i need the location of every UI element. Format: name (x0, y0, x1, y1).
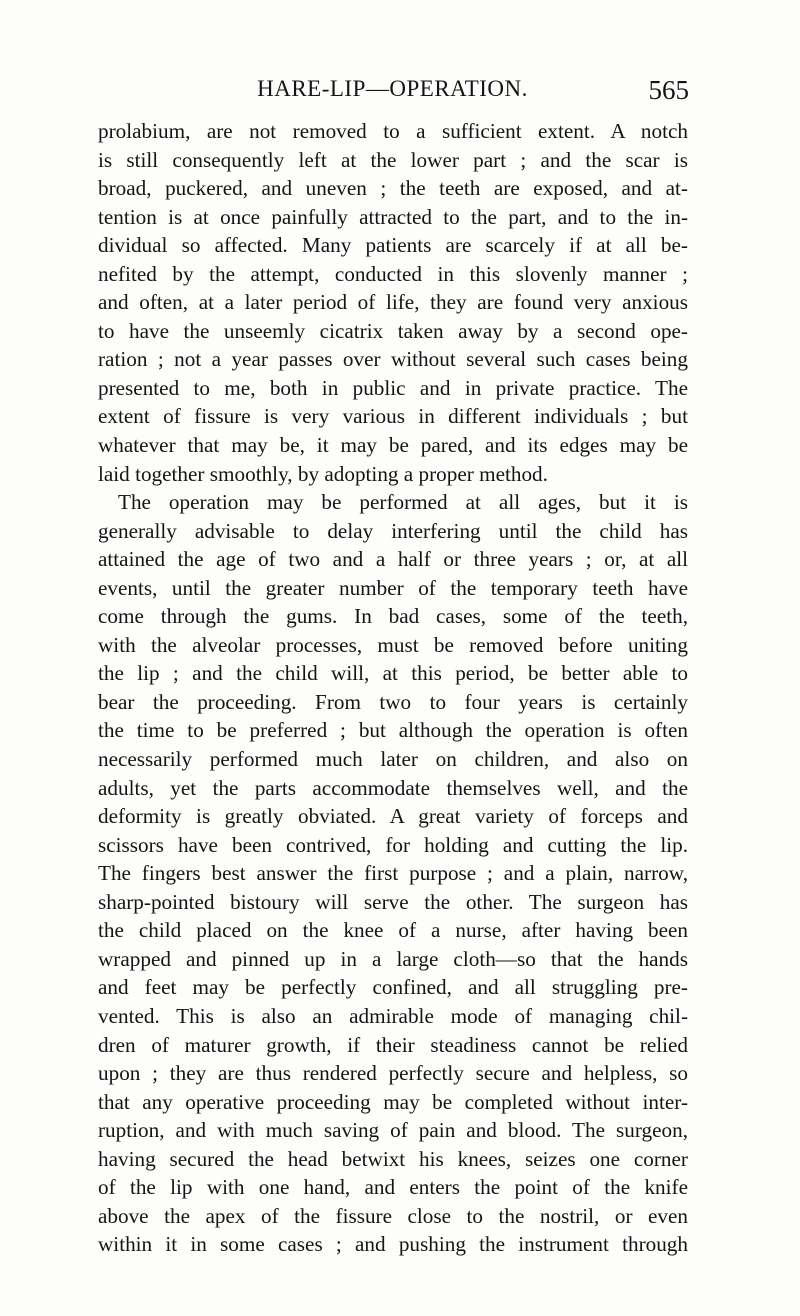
text-line: The fingers best answer the first purpose ; and a plain, narrow, (98, 861, 688, 886)
text-line: upon ; they are thus rendered perfectly secure and helpless, so (98, 1061, 688, 1086)
text-line: attained the age of two and a half or three years ; or, at all (98, 547, 688, 572)
text-line: ruption, and with much saving of pain and blood. The surgeon, (98, 1118, 688, 1143)
text-line: above the apex of the fissure close to the nostril, or even (98, 1203, 688, 1228)
text-line: prolabium, are not removed to a sufficient extent. A notch (98, 119, 688, 143)
text-line: deformity is greatly obviated. A great variety of forceps and (98, 804, 688, 829)
text-line: sharp-pointed bistoury will serve the other. The surgeon has (98, 889, 688, 914)
text-line: is still consequently left at the lower part ; and the scar is (98, 147, 688, 172)
text-line: events, until the greater number of the temporary teeth have (98, 575, 688, 600)
page-number: 565 (648, 75, 689, 105)
text-line: necessarily performed much later on children, and also on (98, 747, 688, 772)
text-line: nefited by the attempt, conducted in this slovenly manner ; (98, 261, 688, 286)
text-line: that any operative proceeding may be completed without inter- (98, 1089, 688, 1114)
body-text (98, 117, 688, 1259)
running-header (100, 75, 689, 108)
text-line: the child placed on the knee of a nurse, after having been (98, 918, 688, 943)
text-line: The operation may be performed at all ages, but it is (118, 490, 688, 515)
text-line: ration ; not a year passes over without several such cases being (98, 347, 688, 372)
header-title: HARE-LIP—OPERATION. (257, 76, 528, 101)
text-line: whatever that may be, it may be pared, and its edges may be (98, 433, 688, 458)
text-line: adults, yet the parts accommodate themselves well, and the (98, 775, 688, 800)
text-line: extent of fissure is very various in different individuals ; but (98, 404, 688, 429)
text-line: come through the gums. In bad cases, some of the teeth, (98, 604, 688, 629)
text-line: having secured the head betwixt his knees, seizes one corner (98, 1146, 688, 1171)
text-line: the lip ; and the child will, at this period, be better able to (98, 661, 688, 686)
text-line: vented. This is also an admirable mode of managing chil- (98, 1003, 688, 1028)
text-line: the time to be preferred ; but although the operation is often (98, 718, 688, 743)
text-line: with the alveolar processes, must be removed before uniting (98, 632, 688, 657)
text-line: scissors have been contrived, for holding and cutting the lip. (98, 832, 688, 857)
text-line: within it in some cases ; and pushing the instrument through (98, 1232, 688, 1257)
text-line: wrapped and pinned up in a large cloth—so that the hands (98, 946, 688, 971)
text-line: dividual so affected. Many patients are scarcely if at all be- (98, 233, 688, 258)
text-line: laid together smoothly, by adopting a proper method. (98, 461, 548, 486)
text-line: to have the unseemly cicatrix taken away by a second ope- (98, 318, 688, 343)
text-line: and feet may be perfectly confined, and all struggling pre- (98, 975, 688, 1000)
text-line: presented to me, both in public and in private practice. The (98, 375, 688, 400)
text-line: bear the proceeding. From two to four years is certainly (98, 689, 688, 714)
text-line: tention is at once painfully attracted to the part, and to the in- (98, 204, 688, 229)
text-line: and often, at a later period of life, they are found very anxious (98, 290, 688, 315)
text-line: of the lip with one hand, and enters the point of the knife (98, 1175, 688, 1200)
text-line: generally advisable to delay interfering until the child has (98, 518, 688, 543)
text-line: broad, puckered, and uneven ; the teeth are exposed, and at- (98, 176, 688, 201)
text-line: dren of maturer growth, if their steadiness cannot be relied (98, 1032, 688, 1057)
